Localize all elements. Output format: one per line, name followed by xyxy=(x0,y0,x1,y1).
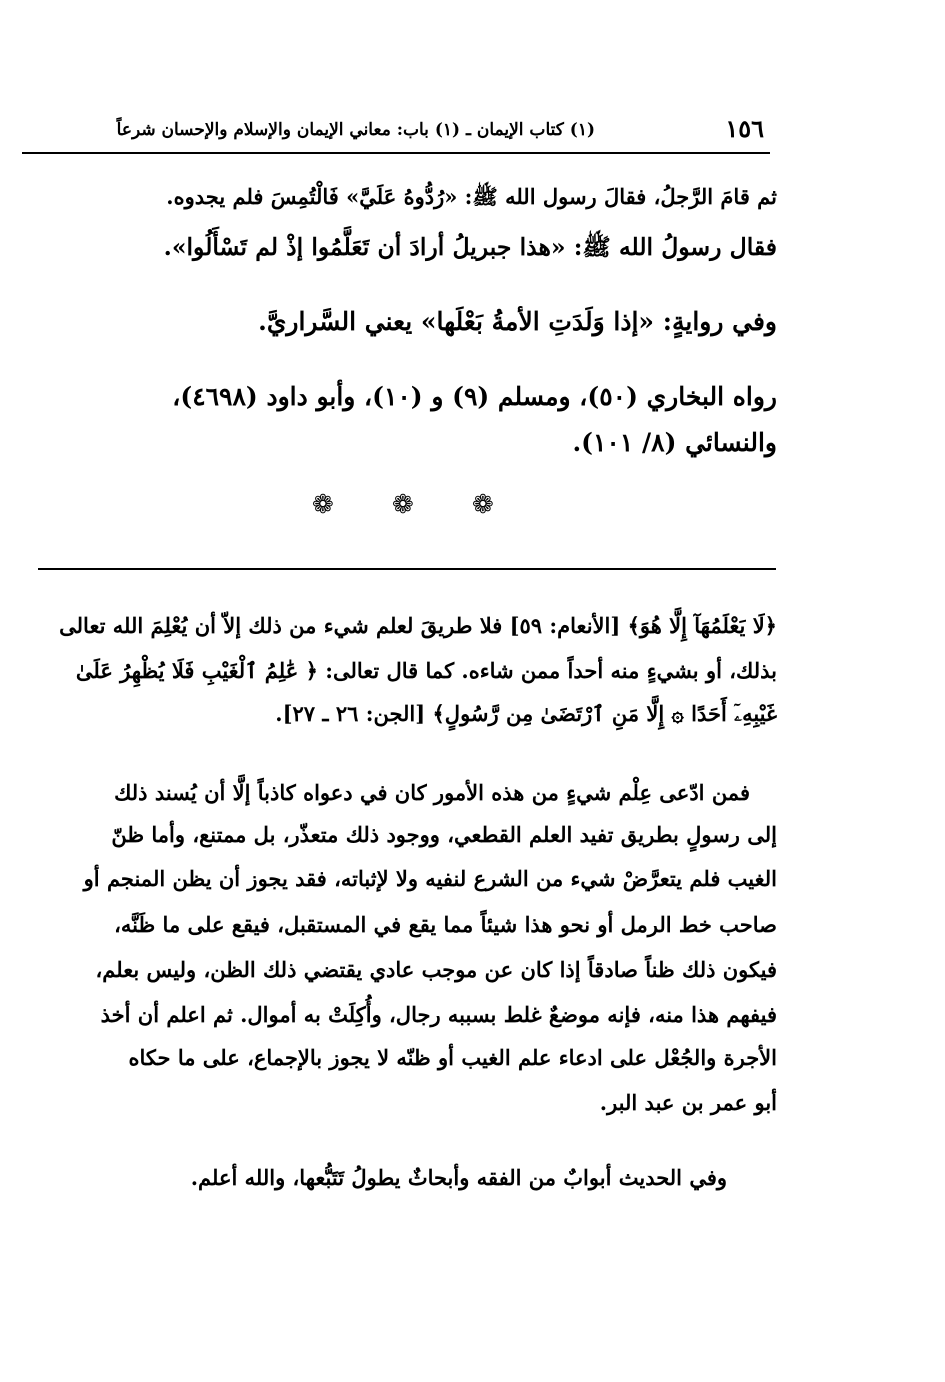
main-paragraph-1-line-2: فقال رسولُ الله ﷺ: «هذا جبريلُ أرادَ أن تَعَلَّمُوا إذْ لم تَسْأَلُوا». xyxy=(163,233,777,261)
main-paragraph-3-line-2: والنسائي (٨/ ١٠١). xyxy=(572,428,777,457)
footnote-paragraph-2-line-8: أبو عمر بن عبد البر. xyxy=(599,1090,777,1115)
footnote-paragraph-2-line-2: إلى رسولٍ بطريق تفيد العلم القطعي، ووجود ذلك متعذّر، بل ممتنع، وأما ظنّ xyxy=(111,822,777,847)
page-number: ١٥٦ xyxy=(725,114,764,143)
ornament-flower-icon: ❁ xyxy=(392,490,414,520)
page-header xyxy=(22,112,770,154)
section-separator xyxy=(0,490,800,530)
ornament-flower-icon: ❁ xyxy=(472,490,494,520)
main-paragraph-3-line-1: رواه البخاري (٥٠)، ومسلم (٩) و (١٠)، وأبو داود (٤٦٩٨)، xyxy=(172,382,777,411)
footnote-paragraph-1-line-2: بذلك، أو بشيءٍ منه أحداً ممن شاءه. كما قال تعالى: ﴿ عَٰلِمُ ٱلْغَيْبِ فَلَا يُظْهِرُ عَلَىٰ xyxy=(75,658,777,683)
main-paragraph-2: وفي روايةٍ: «إذا وَلَدَتِ الأمةُ بَعْلَها» يعني السَّراريَّ. xyxy=(258,307,777,336)
footnote-paragraph-2-line-4: صاحب خط الرمل أو نحو هذا شيئاً مما يقع في المستقبل، فيقع على ما ظَنَّه، xyxy=(114,912,777,937)
footnote-paragraph-2-line-1: فمن ادّعى عِلْم شيءٍ من هذه الأمور كان في دعواه كاذباً إلَّا أن يُسند ذلك xyxy=(114,780,750,805)
main-paragraph-1-line-1: ثم قامَ الرَّجلُ، فقالَ رسول الله ﷺ: «رُدُّوهُ عَلَيَّ» فَالْتُمِسَ فلم يجدوه. xyxy=(166,184,777,209)
footnote-paragraph-1-line-3: غَيْبِهِۦٓ أَحَدًا ۞ إِلَّا مَنِ ٱرْتَضَىٰ مِن رَّسُولٍ﴾ [الجن: ٢٦ ـ ٢٧]. xyxy=(275,701,777,726)
footnote-paragraph-3: وفي الحديث أبوابٌ من الفقه وأبحاثٌ يطولُ تَتَبُّعها، والله أعلم. xyxy=(190,1165,727,1190)
footnote-paragraph-2-line-7: الأجرة والجُعْل على ادعاء علم الغيب أو ظنّه لا يجوز بالإجماع، على ما حكاه xyxy=(128,1045,777,1070)
footnote-divider xyxy=(38,568,776,570)
running-title: (١) كتاب الإيمان ـ (١) باب: معاني الإيمان والإسلام والإحسان شرعاً xyxy=(116,120,595,140)
footnote-paragraph-2-line-6: فيفهم هذا منه، فإنه موضعٌ غلط بسببه رجال، وأُكِلَتْ به أموال. ثم اعلم أن أخذ xyxy=(100,1002,777,1027)
ornament-flower-icon: ❁ xyxy=(312,490,334,520)
footnote-paragraph-2-line-3: الغيب فلم يتعرَّضْ شيء من الشرع لنفيه ولا لإثباته، فقد يجوز أن يظن المنجم أو xyxy=(83,866,777,891)
footnote-paragraph-1-line-1: ﴿لَا يَعْلَمُهَآ إِلَّا هُوَ﴾ [الأنعام: ٥٩] فلا طريقَ لعلم شيء من ذلك إلاّ أن يُعْلِمَ الله تعالى xyxy=(59,613,777,638)
footnote-paragraph-2-line-5: فيكون ذلك ظناً صادقاً إذا كان عن موجب عادي يقتضي ذلك الظن، وليس بعلم، xyxy=(95,957,777,982)
